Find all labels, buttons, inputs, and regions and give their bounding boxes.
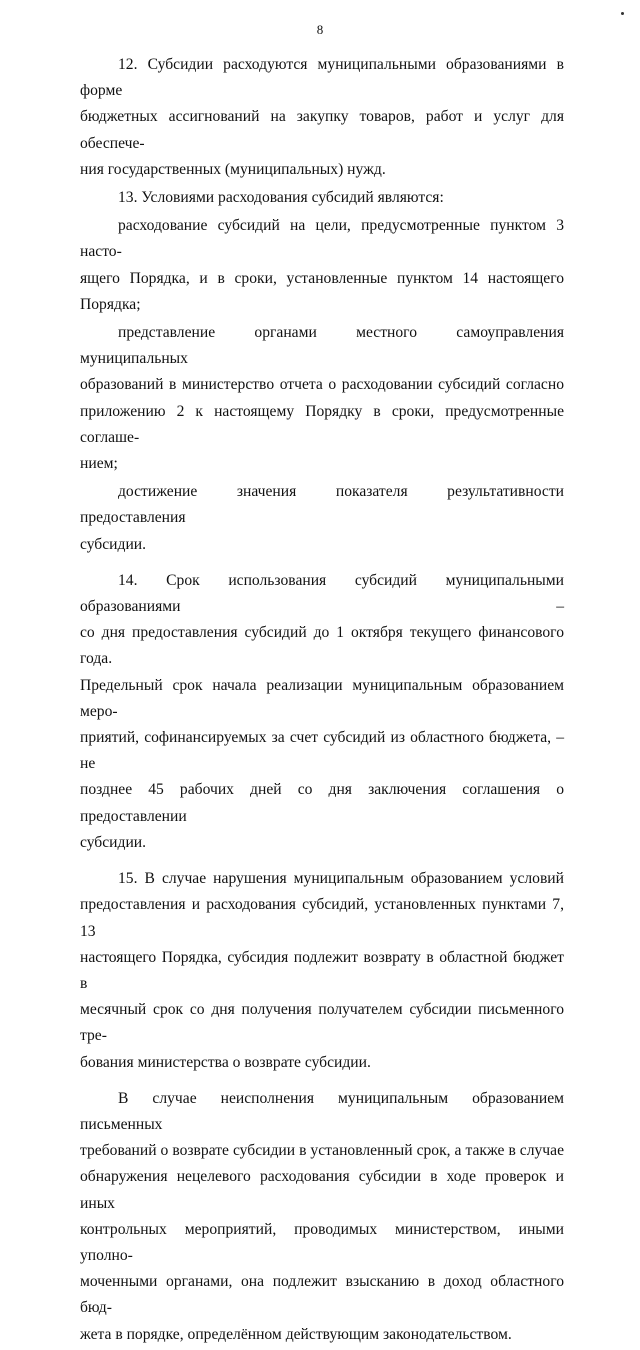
text-line: 12. Субсидии расходуются муниципальными образованиями в форме — [80, 56, 564, 100]
text-line: жета в порядке, определённом действующим законодательством. — [80, 1325, 512, 1343]
text-line: ния государственных (муниципальных) нужд. — [80, 160, 386, 178]
text-line: приятий, софинансируемых за счет субсидий из областного бюджета, – не — [80, 729, 564, 773]
text-line: расходование субсидий на цели, предусмотренные пунктом 3 насто- — [80, 217, 564, 261]
text-line: контрольных мероприятий, проводимых министерством, иными уполно- — [80, 1220, 564, 1264]
text-line: моченными органами, она подлежит взысканию в доход областного бюд- — [80, 1273, 564, 1317]
text-line: бюджетных ассигнований на закупку товаров, работ и услуг для обеспече- — [80, 108, 564, 152]
document-body — [80, 52, 564, 1350]
paragraph — [80, 1086, 564, 1348]
text-line: субсидии. — [80, 535, 147, 553]
paragraph — [80, 320, 564, 477]
text-line: 14. Срок использования субсидий муниципальными образованиями – — [80, 571, 564, 616]
text-line: позднее 45 рабочих дней со дня заключения соглашения о предоставлении — [80, 781, 564, 825]
paragraph — [80, 568, 564, 856]
text-line: 15. В случае нарушения муниципальным образованием условий — [118, 870, 564, 888]
text-line: нием; — [80, 455, 118, 473]
text-line: настоящего Порядка, субсидия подлежит возврату в областной бюджет в — [80, 948, 564, 992]
paragraph — [80, 52, 564, 183]
text-line: приложению 2 к настоящему Порядку в сроки, предусмотренные соглаше- — [80, 402, 564, 446]
text-line: со дня предоставления субсидий до 1 октября текущего финансового года. — [80, 624, 564, 668]
paragraph — [80, 479, 564, 558]
page-number: 8 — [316, 22, 324, 37]
text-line: месячный срок со дня получения получателем субсидии письменного тре- — [80, 1001, 564, 1045]
text-line: Предельный срок начала реализации муниципальным образованием меро- — [80, 676, 564, 720]
text-line: ящего Порядка, и в сроки, установленные пунктом 14 настоящего Порядка; — [80, 269, 564, 313]
paragraph — [80, 185, 564, 211]
text-line: требований о возврате субсидии в установленный срок, а также в случае — [80, 1142, 564, 1160]
text-line: образований в министерство отчета о расходовании субсидий согласно — [80, 376, 564, 394]
text-line: достижение значения показателя результативности предоставления — [80, 483, 564, 527]
text-line: В случае неисполнения муниципальным образованием письменных — [80, 1089, 564, 1133]
text-line: бования министерства о возврате субсидии. — [80, 1053, 371, 1071]
text-line: представление органами местного самоуправления муниципальных — [80, 324, 564, 368]
text-line: субсидии. — [80, 833, 147, 851]
text-line: предоставления и расходования субсидий, установленных пунктами 7, 13 — [80, 896, 564, 940]
scan-mark — [621, 12, 624, 15]
paragraph — [80, 213, 564, 318]
paragraph — [80, 866, 564, 1076]
text-line: обнаружения нецелевого расходования субсидии в ходе проверок и иных — [80, 1168, 564, 1212]
text-line: 13. Условиями расходования субсидий являются: — [118, 189, 444, 207]
